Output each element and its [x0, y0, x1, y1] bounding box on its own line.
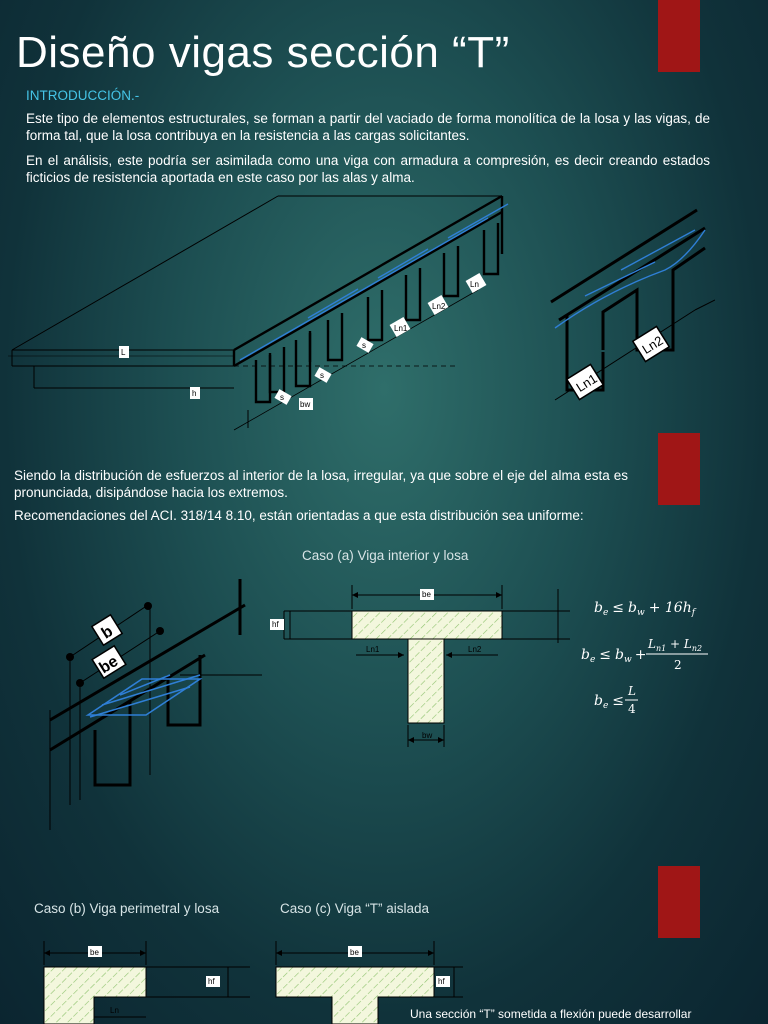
label-L: L [121, 348, 126, 357]
case-a-caption: Caso (a) Viga interior y losa [302, 548, 469, 563]
intro-heading: INTRODUCCIÓN.- [26, 88, 140, 103]
label-hf: hf [272, 620, 279, 629]
label-s-2: s [320, 371, 324, 380]
svg-text:be≤bw+ 16hf: $b_e \le b_w + 16h_f$ [594, 600, 696, 618]
label-hf: hf [438, 977, 445, 986]
svg-text:Ln1 + Ln2: $L_{n1} + L_{n2}$ [648, 637, 703, 653]
label-hf: hf [208, 977, 215, 986]
slab-beams-diagram [8, 190, 538, 440]
label-be: be [422, 590, 431, 599]
label-be: be [96, 652, 122, 678]
t-section-case-a [270, 575, 570, 755]
label-be: be [90, 948, 99, 957]
label-ln2: Ln2 [432, 302, 446, 311]
svg-text:L: L [628, 684, 636, 698]
distribution-paragraph-1: Siendo la distribución de esfuerzos al interior de la losa, irregular, ya que sobre el eje del alma esta es pronunciada, disipándose hacia los extremos. [14, 468, 628, 500]
label-bw: bw [422, 731, 433, 740]
svg-text:2: 2 [674, 658, 682, 672]
svg-text:4: 4 [628, 702, 636, 716]
label-ln2: Ln2 [468, 645, 482, 654]
flexion-text: Una sección “T” sometida a flexión puede desarrollar [410, 1007, 692, 1021]
label-ln2: Ln2 [639, 332, 666, 357]
case-b-caption: Caso (b) Viga perimetral y losa [34, 901, 220, 916]
red-accent-bar-3 [658, 866, 700, 938]
label-h: h [192, 389, 197, 398]
svg-text:be≤: $b_e$ ≤ [594, 693, 625, 711]
label-bw: bw [300, 400, 311, 409]
beam-detail-diagram [545, 200, 715, 415]
effective-width-perspective-diagram [40, 575, 270, 835]
label-ln: Ln [470, 280, 479, 289]
t-section-case-b [30, 935, 250, 1024]
slide-title: Diseño vigas sección “T” [16, 28, 510, 77]
label-ln1: Ln1 [394, 324, 408, 333]
intro-paragraph-1: Este tipo de elementos estructurales, se forman a partir del vaciado de forma monolítica de la losa y las vigas, de forma tal, que la losa contribuya en la resistencia a las cargas solicitantes. [26, 111, 710, 143]
svg-text:be≤bw+: $b_e \le b_w$ + [581, 647, 647, 665]
distribution-paragraph-2: Recomendaciones del ACI. 318/14 8.10, están orientadas a que esta distribución sea uniforme: [14, 508, 584, 523]
case-c-caption: Caso (c) Viga “T” aislada [280, 901, 430, 916]
label-b: b [98, 622, 117, 643]
eq1-be: b [594, 600, 603, 616]
effective-width-equations [578, 592, 728, 727]
red-accent-bar-2 [658, 433, 700, 505]
label-ln1: Ln1 [573, 370, 600, 395]
label-ln1: Ln1 [366, 645, 380, 654]
red-accent-bar-1 [658, 0, 700, 72]
label-s-1: s [280, 393, 284, 402]
label-be: be [350, 948, 359, 957]
label-s-3: s [362, 341, 366, 350]
label-ln: Ln [110, 1006, 119, 1015]
intro-paragraph-2: En el análisis, este podría ser asimilada como una viga con armadura a compresión, es decir creando estados ficticios de resistencia aportada en este caso por las alas y alma. [26, 153, 710, 185]
